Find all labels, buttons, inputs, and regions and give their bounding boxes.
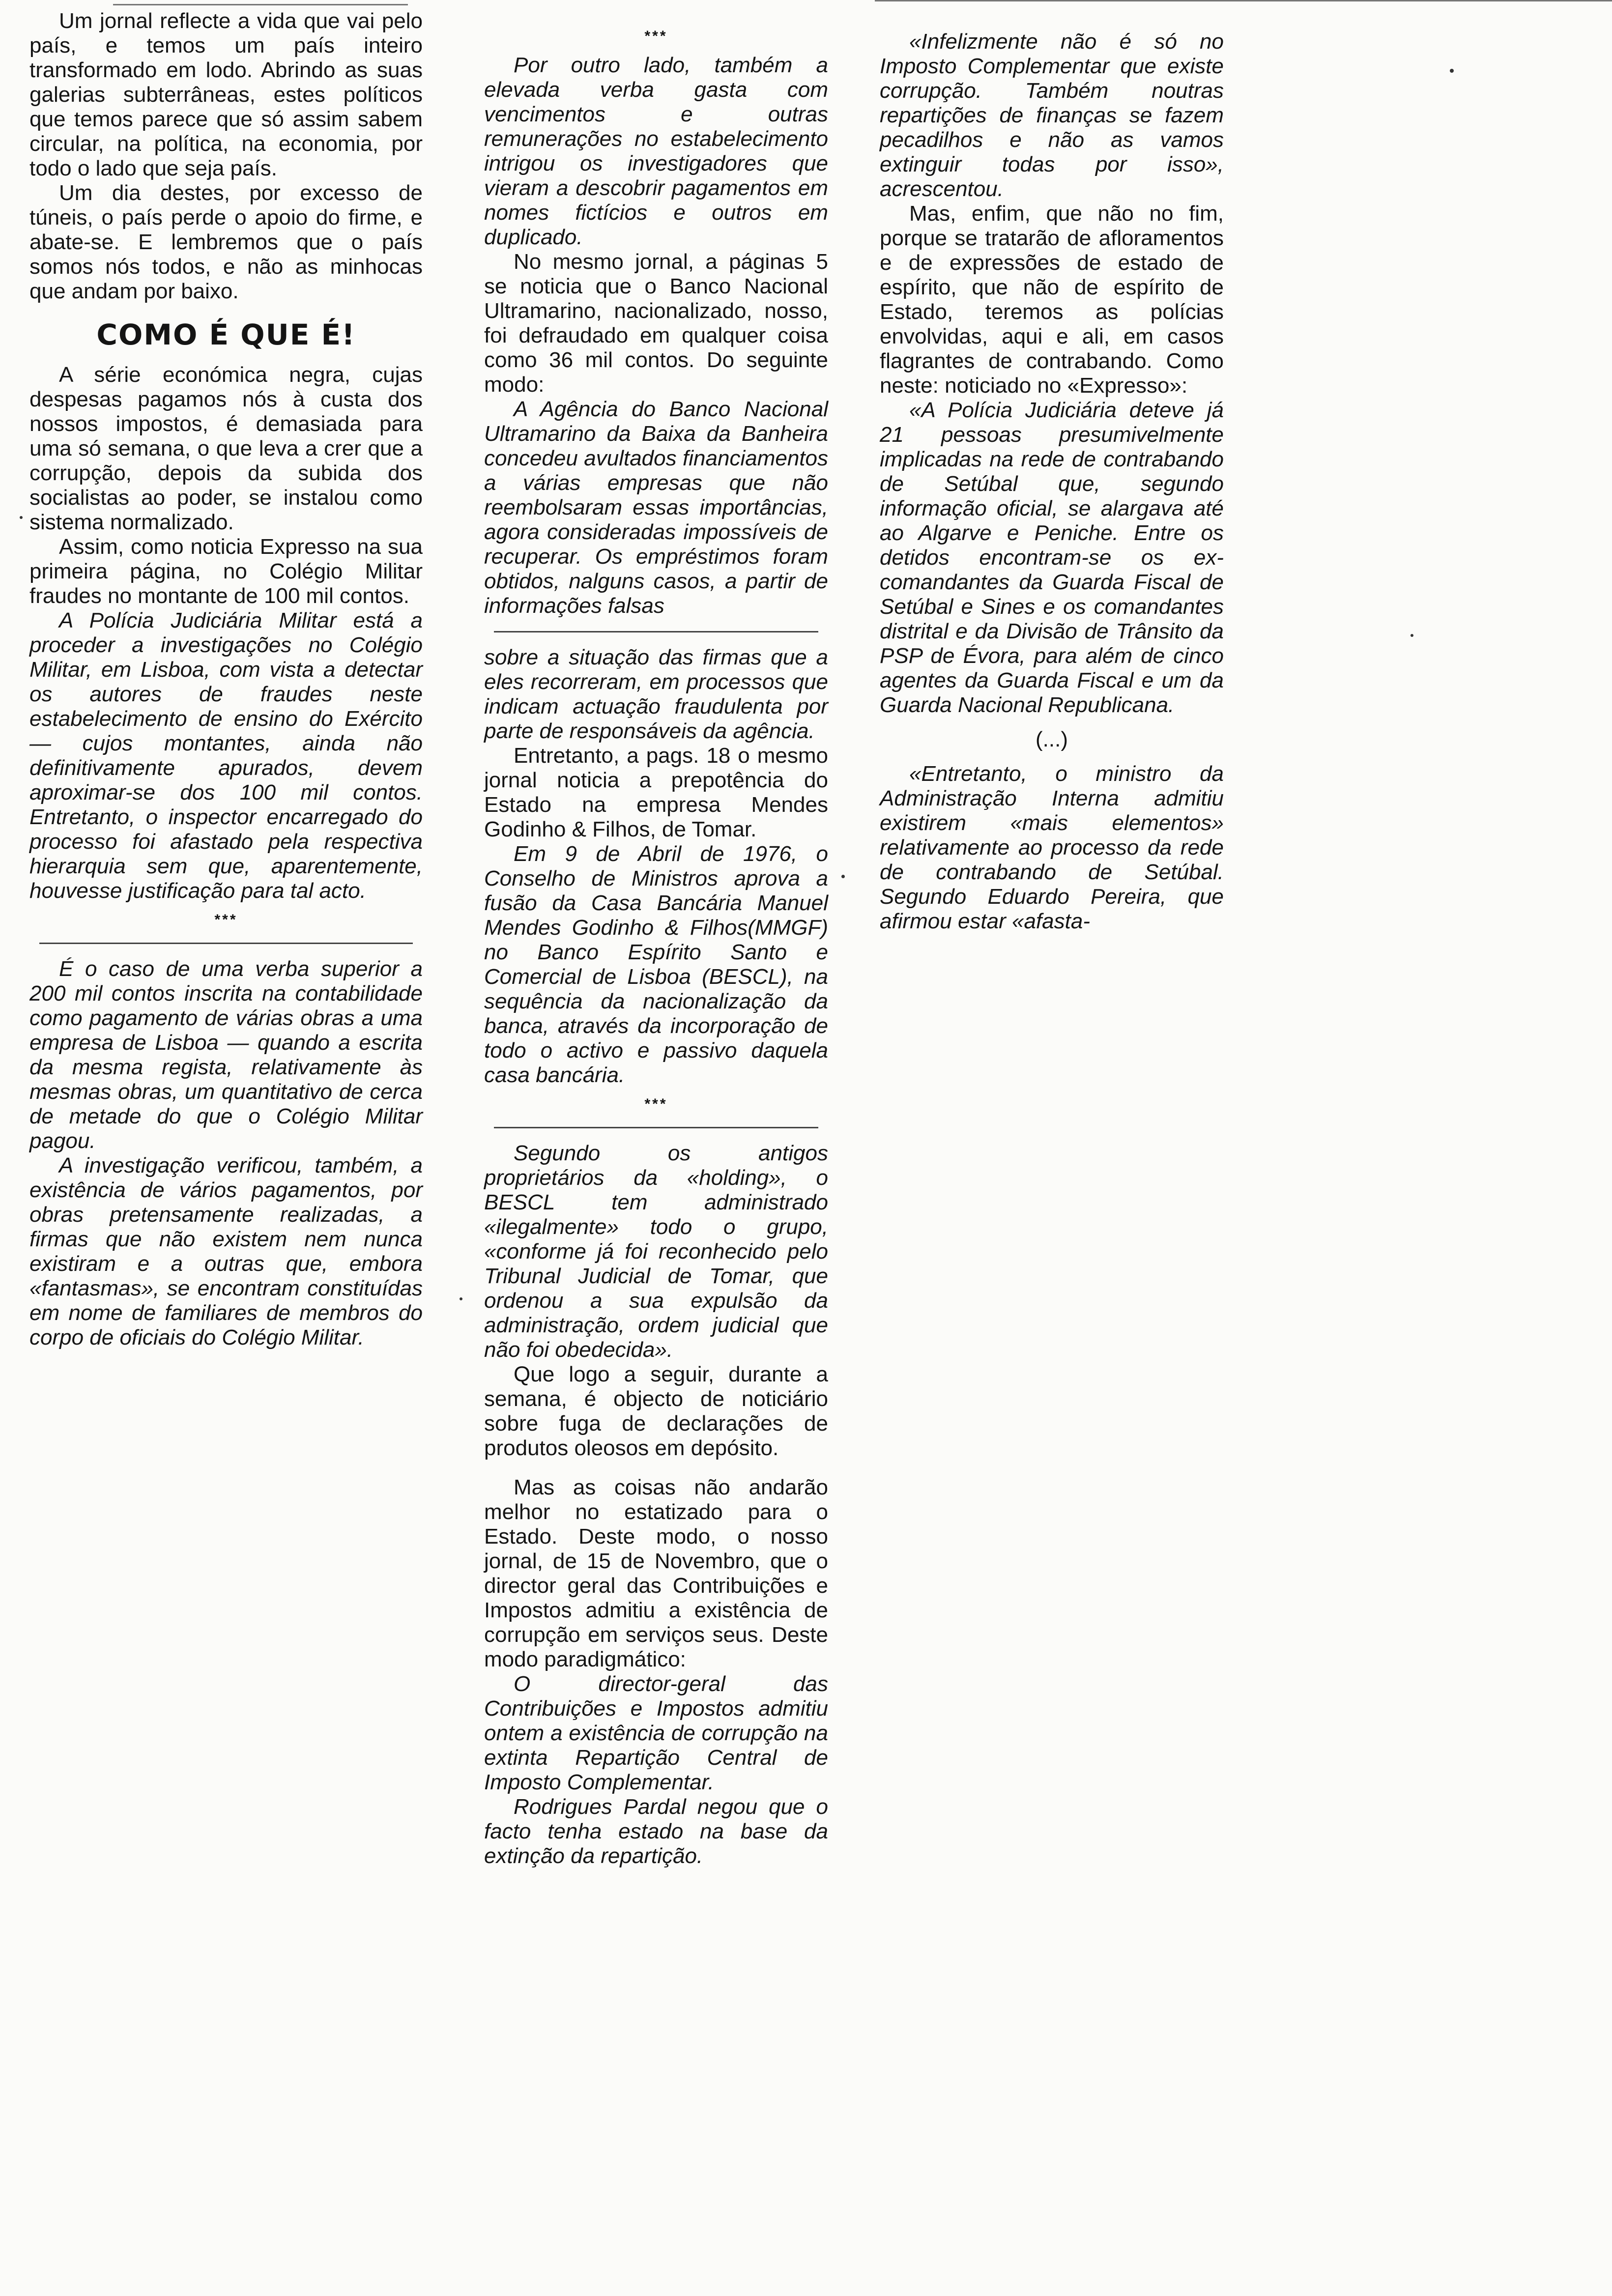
- paragraph: Que logo a seguir, durante a semana, é objecto de noticiário sobre fuga de declarações de produtos oleosos em depósito.: [484, 1362, 828, 1460]
- quoted-paragraph: Rodrigues Pardal negou que o facto tenha estado na base da extinção da repartição.: [484, 1795, 828, 1868]
- print-speck: [1410, 634, 1413, 637]
- paragraph: A série económica negra, cujas despesas pagamos nós à custa dos nossos impostos, é demasiada para uma só semana, o que leva a crer que a corrupção, depois da subida dos socialistas ao poder, se instalou como sistema normalizado.: [29, 363, 423, 534]
- quoted-paragraph: «Entretanto, o ministro da Administração Interna admitiu existirem «mais elementos» relativamente ao processo da rede de contrabando de Setúbal. Segundo Eduardo Pereira, que afirmou estar «afasta-: [880, 762, 1224, 933]
- quoted-paragraph: É o caso de uma verba superior a 200 mil contos inscrita na contabilidade como pagamento de várias obras a uma empresa de Lisboa — quando a escrita da mesma regista, relativamente às mesmas obras, um quantitativo de cerca de metade do que o Colégio Militar pagou.: [29, 957, 423, 1153]
- paragraph: Um jornal reflecte a vida que vai pelo país, e temos um país inteiro transformado em lodo. Abrindo as suas galerias subterrâneas, estes políticos que temos parece que só assim sabem circular, na política, na economia, por todo o lado que seja país.: [29, 9, 423, 180]
- print-speck: [841, 875, 845, 878]
- ellipsis-marker: (...): [1036, 727, 1068, 751]
- quoted-paragraph: Por outro lado, também a elevada verba gasta com vencimentos e outras remunerações no estabelecimento intrigou os investigadores que vieram a descobrir pagamentos em nomes fictícios e outros em duplicado.: [484, 53, 828, 249]
- section-separator: ***: [214, 912, 238, 928]
- paragraph: No mesmo jornal, a páginas 5 se noticia que o Banco Nacional Ultramarino, nacionalizado, nosso, foi defraudado em qualquer coisa como 36 mil contos. Do seguinte modo:: [484, 250, 828, 397]
- column-2: [484, 20, 828, 1868]
- quoted-paragraph: «A Polícia Judiciária deteve já 21 pessoas presumivelmente implicadas na rede de contrabando de Setúbal que, segundo informação oficial, se alargava até ao Algarve e Peniche. Entre os detidos encontram-se os ex-comandantes da Guarda Fiscal de Setúbal e Sines e os comandantes distrital e da Divisão de Trânsito da PSP de Évora, para além de cinco agentes da Guarda Fiscal e um da Guarda Nacional Republicana.: [880, 398, 1224, 717]
- quoted-paragraph: sobre a situação das firmas que a eles recorreram, em processos que indicam actuação fraudulenta por parte de responsáveis da agência.: [484, 645, 828, 743]
- paragraph: Mas, enfim, que não no fim, porque se tratarão de afloramentos e de expressões de estado de espírito, que não de espírito de Estado, teremos as polícias envolvidas, aqui e ali, em casos flagrantes de contrabando. Como neste: noticiado no «Expresso»:: [880, 201, 1224, 398]
- quoted-paragraph: A Agência do Banco Nacional Ultramarino da Baixa da Banheira concedeu avultados financiamentos a várias empresas que não reembolsaram essas importâncias, agora consideradas impossíveis de recuperar. Os empréstimos foram obtidos, nalguns casos, a partir de informações falsas: [484, 397, 828, 618]
- section-separator: ***: [644, 28, 668, 44]
- torn-top-edge-left: [113, 4, 408, 5]
- column-rule: [494, 1127, 818, 1128]
- print-speck: [20, 516, 23, 519]
- print-speck: [1450, 69, 1454, 73]
- column-rule: [39, 943, 413, 944]
- paragraph: Entretanto, a pags. 18 o mesmo jornal noticia a prepotência do Estado na empresa Mendes Godinho & Filhos, de Tomar.: [484, 744, 828, 841]
- section-heading: COMO É QUE É!: [96, 318, 356, 351]
- paragraph: Um dia destes, por excesso de túneis, o país perde o apoio do firme, e abate-se. E lembremos que o país somos nós todos, e não as minhocas que andam por baixo.: [29, 181, 423, 303]
- quoted-paragraph: A Polícia Judiciária Militar está a proceder a investigações no Colégio Militar, em Lisboa, com vista a detectar os autores de fraudes neste estabelecimento de ensino do Exército — cujos montantes, ainda não definitivamente apurados, devem aproximar-se dos 100 mil contos. Entretanto, o inspector encarregado do processo foi afastado pela respectiva hierarquia sem que, aparentemente, houvesse justificação para tal acto.: [29, 608, 423, 903]
- quoted-paragraph: «Infelizmente não é só no Imposto Complementar que existe corrupção. Também noutras repartições de finanças se fazem pecadilhos e não as vamos extinguir todas por isso», acrescentou.: [880, 29, 1224, 201]
- column-rule: [494, 631, 818, 632]
- quoted-paragraph: O director-geral das Contribuições e Impostos admitiu ontem a existência de corrupção na extinta Repartição Central de Imposto Complementar.: [484, 1672, 828, 1794]
- column-3: [880, 29, 1224, 934]
- print-speck: [460, 1297, 462, 1300]
- quoted-paragraph: Segundo os antigos proprietários da «holding», o BESCL tem administrado «ilegalmente» todo o grupo, «conforme já foi reconhecido pelo Tribunal Judicial de Tomar, que ordenou a sua expulsão da administração, ordem judicial que não foi obedecida».: [484, 1141, 828, 1362]
- paragraph: Assim, como noticia Expresso na sua primeira página, no Colégio Militar fraudes no montante de 100 mil contos.: [29, 535, 423, 608]
- torn-top-edge: [875, 0, 1612, 1]
- paragraph-gap: [484, 1461, 828, 1475]
- quoted-paragraph: Em 9 de Abril de 1976, o Conselho de Ministros aprova a fusão da Casa Bancária Manuel Mendes Godinho & Filhos(MMGF) no Banco Espírito Santo e Comercial de Lisboa (BESCL), na sequência da nacionalização da banca, através da incorporação de todo o activo e passivo daquela casa bancária.: [484, 842, 828, 1087]
- quoted-paragraph: A investigação verificou, também, a existência de vários pagamentos, por obras pretensamente realizadas, a firmas que não existem nem nunca existiram e a outras que, embora «fantasmas», se encontram constituídas em nome de familiares de membros do corpo de oficiais do Colégio Militar.: [29, 1153, 423, 1349]
- paragraph: Mas as coisas não andarão melhor no estatizado para o Estado. Deste modo, o nosso jornal, de 15 de Novembro, que o director geral das Contribuições e Impostos admitiu a existência de corrupção em serviços seus. Deste modo paradigmático:: [484, 1475, 828, 1671]
- column-1: [29, 9, 423, 1350]
- section-separator: ***: [644, 1096, 668, 1112]
